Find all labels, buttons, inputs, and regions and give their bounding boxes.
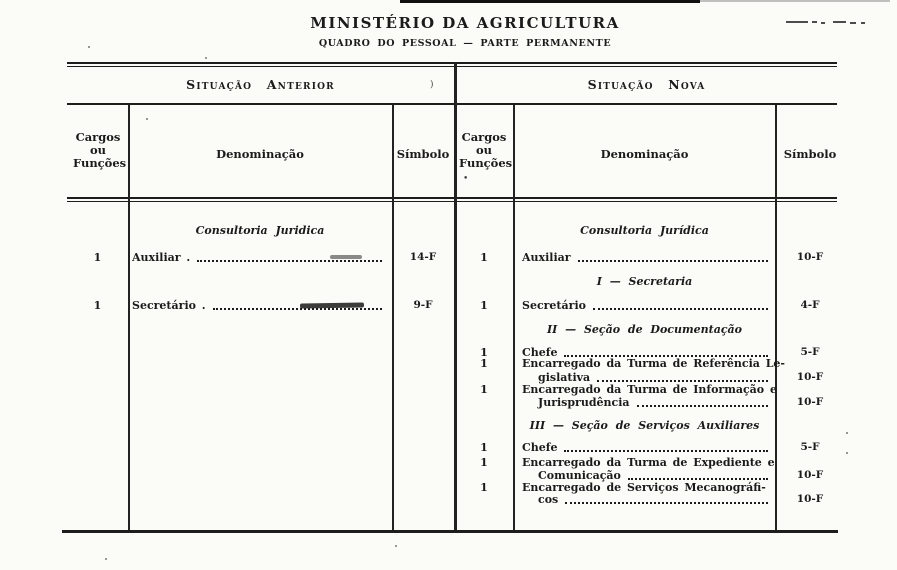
dot-leader bbox=[593, 308, 768, 310]
table-row bbox=[455, 383, 837, 396]
column-header-cargos-left: Cargos ou Funções bbox=[73, 130, 127, 170]
denomination-label: Encarregado da Turma de Informação e bbox=[522, 383, 777, 396]
table-row bbox=[455, 299, 837, 312]
speck bbox=[846, 432, 848, 434]
symbol-value: 10-F bbox=[796, 396, 824, 408]
denomination-label: Secretário . bbox=[132, 299, 206, 312]
dot-leader bbox=[637, 405, 768, 407]
stray-paren: ) bbox=[430, 80, 434, 90]
dot-leader bbox=[213, 308, 382, 310]
speck bbox=[846, 452, 848, 454]
divider-left-simbolo bbox=[392, 105, 394, 530]
dot-leader bbox=[597, 380, 768, 382]
table-row bbox=[455, 357, 837, 370]
rule-table-bottom bbox=[62, 530, 838, 533]
denomination-label: gislativa bbox=[538, 371, 591, 384]
group-heading: III — Seção de Serviços Auxiliares bbox=[529, 419, 760, 432]
speck bbox=[395, 545, 397, 547]
denomination-label: Auxiliar bbox=[522, 251, 571, 264]
page-title: MINISTÉRIO DA AGRICULTURA bbox=[310, 14, 620, 32]
table-row bbox=[455, 456, 837, 469]
symbol-value: 10-F bbox=[796, 371, 824, 383]
denomination-label: Chefe bbox=[522, 346, 558, 359]
cargo-count: 1 bbox=[480, 456, 488, 469]
table-row bbox=[67, 251, 455, 264]
symbol-value: 10-F bbox=[796, 493, 824, 505]
table-row bbox=[455, 441, 837, 454]
section-header-situacao-nova: Situação Nova bbox=[587, 77, 706, 92]
speck bbox=[146, 118, 148, 120]
table-row bbox=[67, 299, 455, 312]
group-heading: II — Seção de Documentação bbox=[547, 323, 742, 336]
rule-under-column-headers-2 bbox=[67, 201, 837, 202]
denomination-label: Secretário bbox=[522, 299, 586, 312]
pencil-dash bbox=[861, 22, 865, 24]
denomination-label: cos bbox=[538, 493, 559, 506]
column-header-denominacao-right: Denominação bbox=[600, 147, 689, 161]
cargo-count: 1 bbox=[480, 357, 488, 370]
dot-leader bbox=[565, 502, 768, 504]
column-header-simbolo-right: Símbolo bbox=[783, 147, 837, 161]
cargo-count: 1 bbox=[480, 481, 488, 494]
dot-leader bbox=[197, 260, 382, 262]
stray-bullet: • bbox=[463, 174, 469, 184]
divider-left-cargos bbox=[128, 105, 130, 530]
cargo-count: 1 bbox=[480, 299, 488, 312]
dot-leader bbox=[578, 260, 768, 262]
speck bbox=[205, 57, 207, 59]
table-row-continuation bbox=[455, 396, 837, 409]
denomination-label: Auxiliar . bbox=[132, 251, 191, 264]
denomination-label: Comunicação bbox=[538, 469, 621, 482]
cargo-count: 1 bbox=[480, 251, 488, 264]
denomination-label: Encarregado de Serviços Mecanográfi- bbox=[522, 481, 766, 494]
rule-under-column-headers bbox=[67, 197, 837, 199]
symbol-value: 10-F bbox=[796, 251, 824, 263]
symbol-value: 5-F bbox=[800, 441, 820, 453]
scan-edge-smudge bbox=[400, 0, 700, 3]
dot-leader bbox=[628, 478, 768, 480]
dot-leader bbox=[564, 450, 768, 452]
denomination-label: Encarregado da Turma de Referência Le- bbox=[522, 357, 785, 370]
group-heading: Consultoria Jurídica bbox=[580, 224, 709, 237]
column-header-simbolo-left: Símbolo bbox=[396, 147, 450, 161]
table-row-continuation bbox=[455, 493, 837, 506]
page-subtitle: QUADRO DO PESSOAL — PARTE PERMANENTE bbox=[318, 38, 612, 49]
denomination-label: Chefe bbox=[522, 441, 558, 454]
symbol-value: 4-F bbox=[800, 299, 820, 311]
symbol-value: 10-F bbox=[796, 469, 824, 481]
column-header-denominacao-left: Denominação bbox=[216, 147, 304, 161]
rule-table-top bbox=[67, 62, 837, 64]
column-header-cargos-right: Cargos ou Funções bbox=[459, 130, 513, 170]
symbol-value: 9-F bbox=[413, 299, 433, 311]
section-header-situacao-anterior: Situação Anterior bbox=[186, 77, 335, 92]
denomination-label: Jurisprudência bbox=[538, 396, 630, 409]
rule-under-section-headers bbox=[67, 103, 837, 105]
cargo-count: 1 bbox=[480, 441, 488, 454]
denomination-label: Encarregado da Turma de Expediente e bbox=[522, 456, 775, 469]
symbol-value: 14-F bbox=[409, 251, 437, 263]
cargo-count: 1 bbox=[480, 346, 488, 359]
cargo-count: 1 bbox=[93, 299, 102, 312]
rule-table-top-2 bbox=[67, 66, 837, 67]
cargo-count: 1 bbox=[480, 383, 488, 396]
table-row bbox=[455, 251, 837, 264]
scan-edge-smudge bbox=[700, 0, 890, 2]
group-heading: Consultoria Juridica bbox=[195, 224, 325, 237]
speck bbox=[105, 558, 107, 560]
pencil-dash bbox=[850, 22, 856, 24]
symbol-value: 5-F bbox=[800, 346, 820, 358]
cargo-count: 1 bbox=[93, 251, 102, 264]
group-heading: I — Secretaria bbox=[596, 275, 693, 288]
